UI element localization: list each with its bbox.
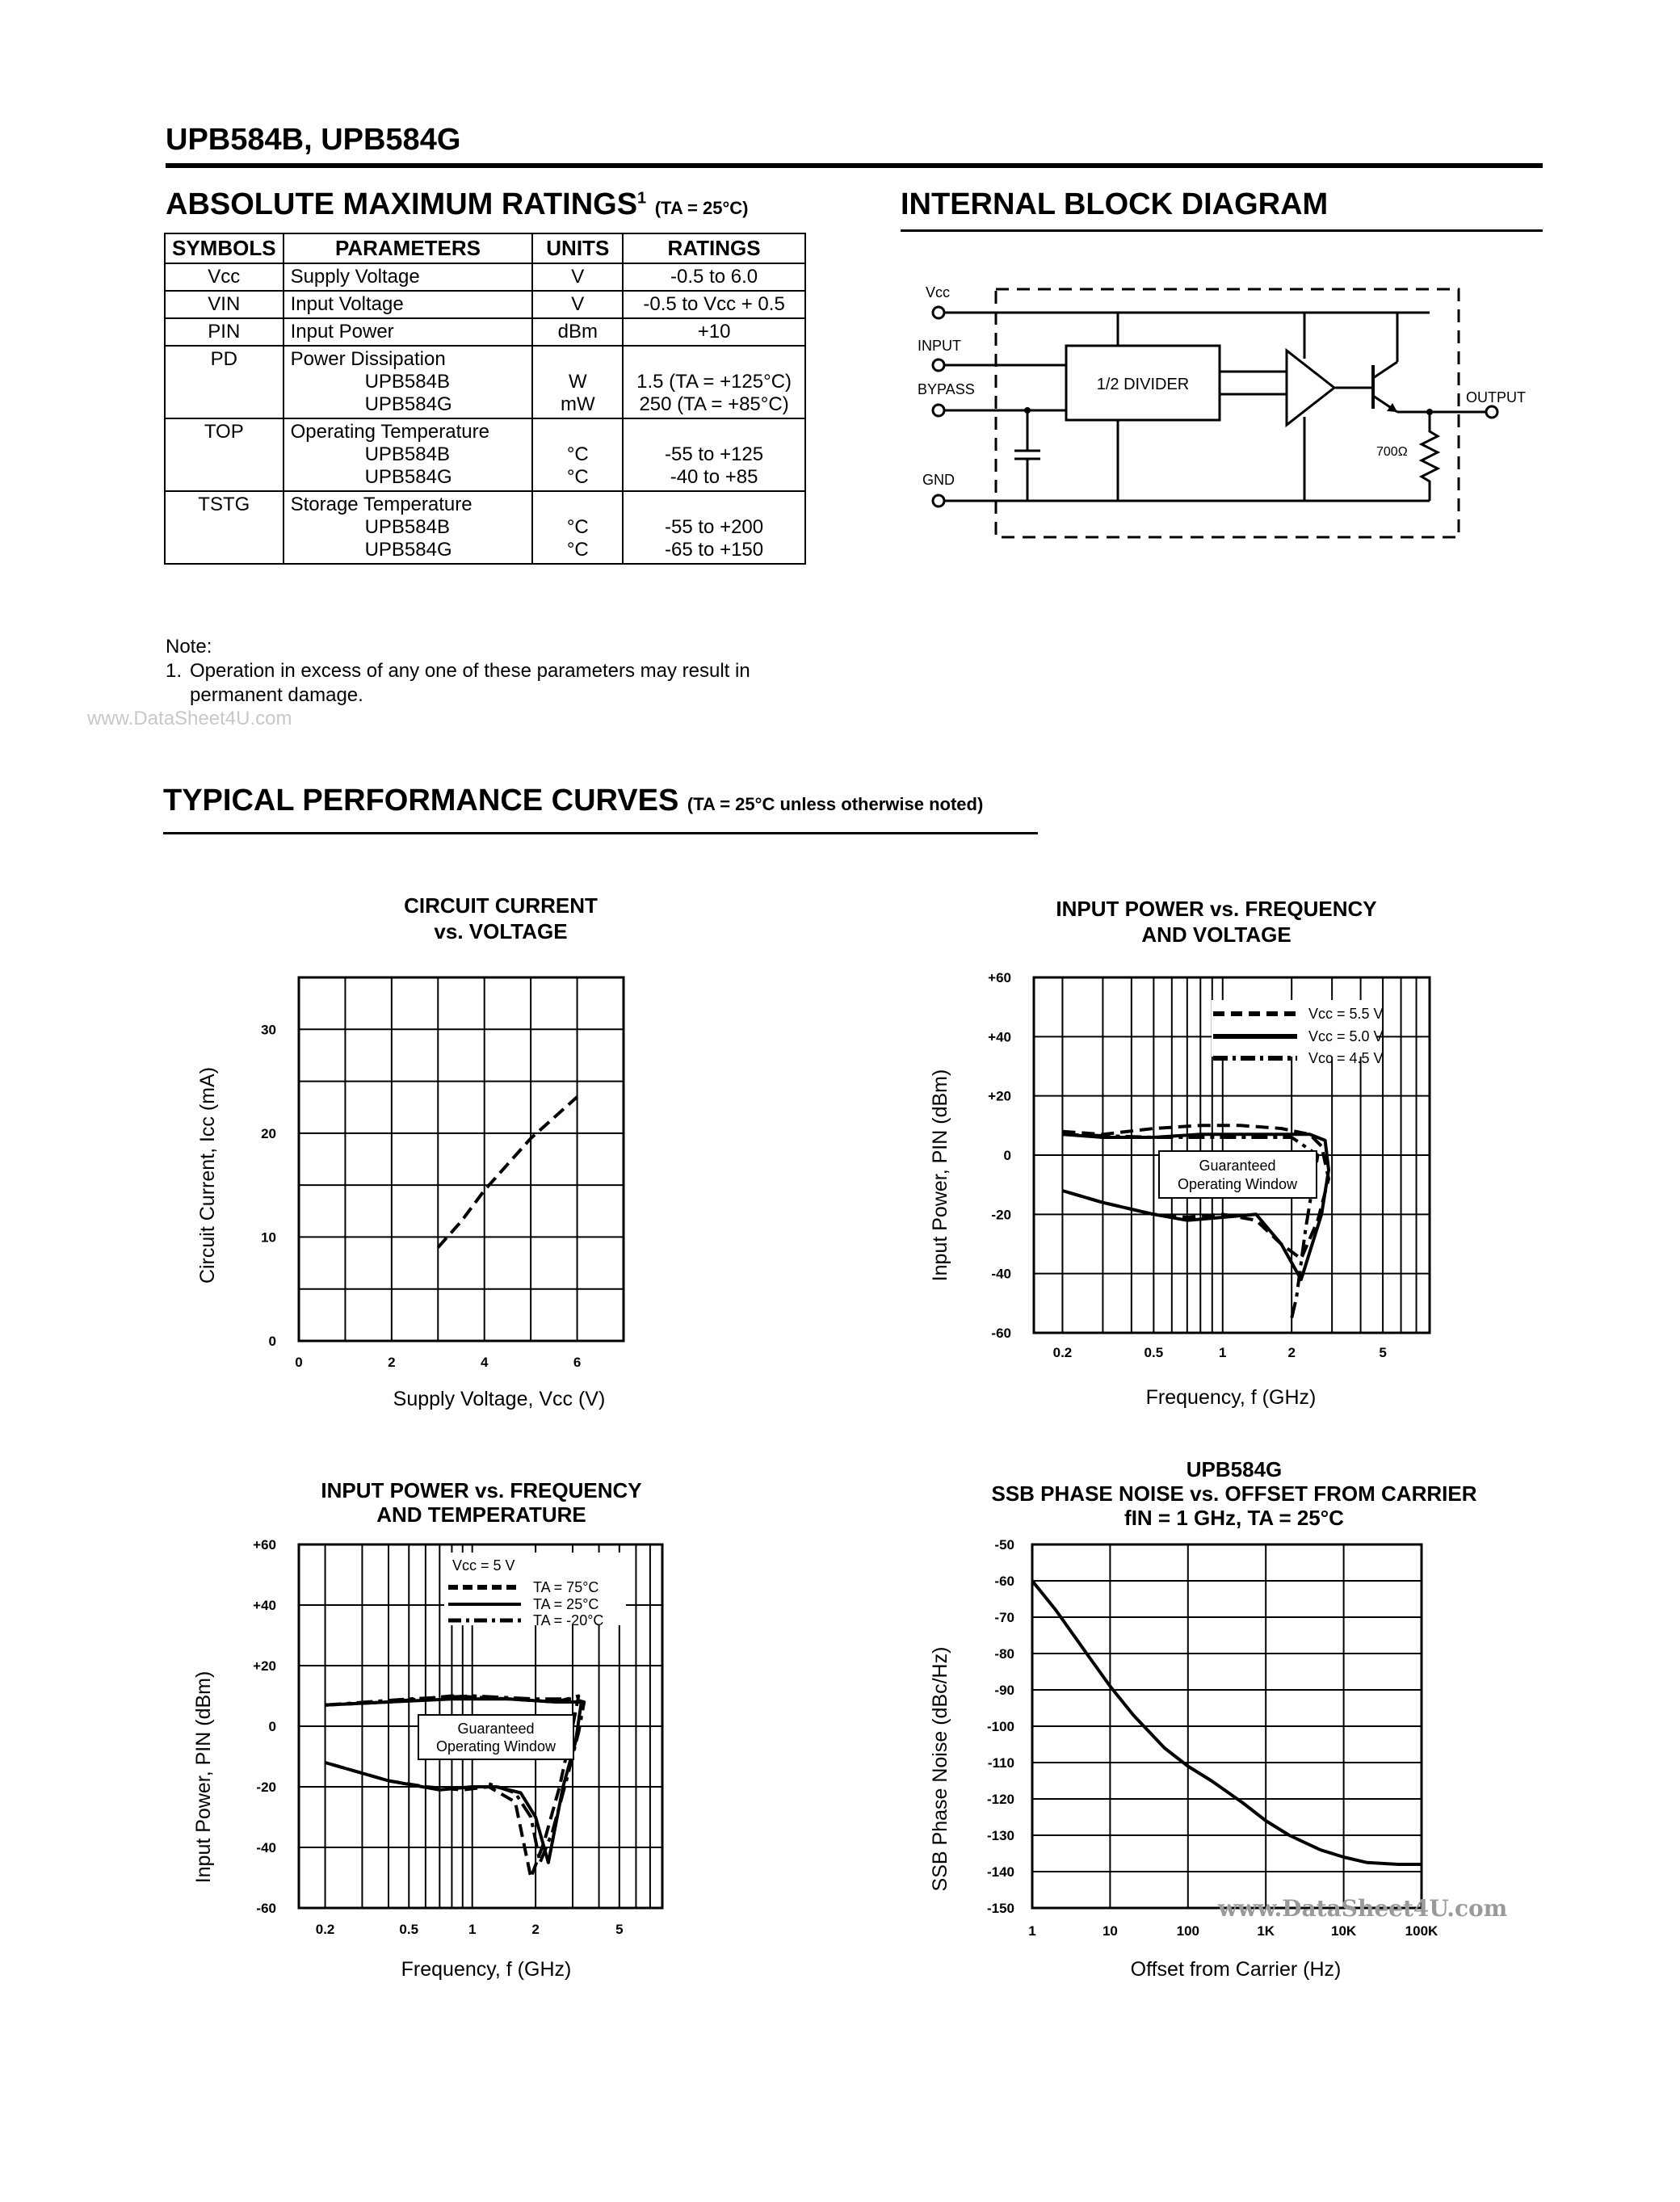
annotation-line: Operating Window — [1177, 1176, 1298, 1192]
x-tick-label: 2 — [531, 1922, 540, 1937]
x-tick-label: 4 — [480, 1355, 489, 1370]
symbol-cell: TOP — [165, 418, 284, 491]
resistor-700-ohm — [1422, 412, 1438, 501]
y-axis-label: Input Power, PIN (dBm) — [192, 1670, 215, 1884]
rating-cell — [623, 418, 805, 491]
plot-grid — [1032, 1544, 1422, 1908]
series-group — [438, 1097, 577, 1247]
y-tick-label: +60 — [988, 970, 1011, 985]
symbol-cell: TSTG — [165, 491, 284, 564]
vcc-pin — [933, 307, 944, 318]
y-tick-label: +20 — [253, 1658, 276, 1674]
block-diagram-rule — [901, 229, 1543, 232]
y-tick-label: -90 — [994, 1683, 1014, 1698]
chart-input-power-voltage — [921, 889, 1518, 1422]
chart-title: INPUT POWER vs. FREQUENCY — [1056, 897, 1377, 921]
legend-label: TA = -20°C — [533, 1612, 604, 1628]
chart-title: AND VOLTAGE — [1141, 922, 1292, 947]
units-value: mW — [560, 393, 595, 415]
y-axis-label: Circuit Current, Icc (mA) — [196, 1066, 219, 1284]
units-cell — [532, 491, 623, 564]
gnd-pin — [933, 495, 944, 506]
param-cell — [284, 418, 533, 491]
y-axis-label: Input Power, PIN (dBm) — [929, 1069, 951, 1282]
watermark: www.DataSheet4U.com — [1218, 1895, 1508, 1922]
chart-circuit-current — [178, 889, 743, 1422]
bypass-label: BYPASS — [918, 381, 975, 397]
amr-title: ABSOLUTE MAXIMUM RATINGS — [166, 187, 638, 221]
y-tick-label: -60 — [256, 1901, 276, 1916]
legend-header: Vcc = 5 V — [452, 1557, 515, 1574]
legend — [1212, 1000, 1384, 1066]
rating-value: -65 to +150 — [665, 539, 764, 561]
annotation-line: Operating Window — [435, 1738, 556, 1754]
table-row — [165, 318, 805, 346]
x-tick-label: 5 — [1379, 1345, 1387, 1360]
y-tick-label: -40 — [991, 1266, 1011, 1282]
rating-cell — [623, 491, 805, 564]
legend-label: Vcc = 5.0 V — [1308, 1028, 1384, 1044]
units-cell: dBm — [532, 318, 623, 346]
series-line-1 — [438, 1097, 577, 1247]
units-cell — [532, 346, 623, 418]
y-tick-label: -140 — [986, 1864, 1014, 1880]
x-tick-label: 10K — [1331, 1923, 1357, 1939]
series-line-1 — [1032, 1581, 1422, 1864]
y-tick-labels — [253, 1537, 276, 1916]
internal-block-diagram — [888, 267, 1526, 557]
units-value: °C — [566, 466, 589, 488]
curves-condition: (TA = 25°C unless otherwise noted) — [687, 794, 984, 814]
y-tick-label: 20 — [261, 1125, 276, 1141]
table-row — [165, 418, 805, 491]
x-tick-label: 1K — [1257, 1923, 1275, 1939]
chart-title: SSB PHASE NOISE vs. OFFSET FROM CARRIER — [991, 1481, 1477, 1506]
y-axis-label: SSB Phase Noise (dBc/Hz) — [929, 1646, 951, 1892]
plot-frame — [299, 977, 624, 1341]
y-tick-label: -70 — [994, 1610, 1014, 1625]
param-cell: Input Power — [284, 318, 533, 346]
x-tick-label: 2 — [388, 1355, 396, 1370]
y-tick-label: -130 — [986, 1828, 1014, 1843]
param-cell — [284, 346, 533, 418]
units-cell: V — [532, 263, 623, 291]
rating-value: 250 (TA = +85°C) — [639, 393, 789, 415]
output-label: OUTPUT — [1466, 389, 1526, 406]
x-tick-labels — [1028, 1923, 1438, 1939]
y-tick-label: -110 — [987, 1755, 1014, 1771]
param-name: Storage Temperature — [290, 494, 472, 515]
x-axis-label: Offset from Carrier (Hz) — [1130, 1958, 1342, 1981]
col-header-parameters: PARAMETERS — [284, 233, 533, 263]
chart-title: UPB584G — [1186, 1457, 1283, 1481]
x-tick-label: 0.2 — [1052, 1345, 1073, 1360]
param-cell: Input Voltage — [284, 291, 533, 318]
vcc-label: Vcc — [926, 284, 951, 300]
y-tick-label: -50 — [994, 1537, 1014, 1553]
units-value: °C — [566, 539, 589, 561]
y-tick-label: -40 — [256, 1840, 276, 1855]
rating-cell: -0.5 to Vcc + 0.5 — [623, 291, 805, 318]
param-cell — [284, 491, 533, 564]
x-axis-label: Frequency, f (GHz) — [401, 1958, 572, 1981]
col-header-units: UNITS — [532, 233, 623, 263]
divider-label: 1/2 DIVIDER — [1096, 376, 1190, 393]
units-cell: V — [532, 291, 623, 318]
block-diagram-title: INTERNAL BLOCK DIAGRAM — [901, 187, 1329, 221]
y-tick-label: -100 — [986, 1719, 1014, 1734]
watermark: www.DataSheet4U.com — [87, 708, 292, 729]
y-tick-label: +60 — [253, 1537, 276, 1553]
series-group — [1032, 1581, 1422, 1864]
y-tick-label: -150 — [986, 1901, 1014, 1916]
x-tick-label: 2 — [1287, 1345, 1296, 1360]
y-tick-labels — [261, 1022, 276, 1349]
x-tick-label: 0 — [295, 1355, 303, 1370]
param-name: Operating Temperature — [290, 421, 489, 443]
col-header-ratings: RATINGS — [623, 233, 805, 263]
param-variant: UPB584B — [364, 443, 450, 465]
param-variant: UPB584B — [364, 516, 450, 538]
x-tick-label: 0.5 — [1144, 1345, 1164, 1360]
y-tick-label: +20 — [988, 1088, 1011, 1104]
x-tick-label: 6 — [573, 1355, 582, 1370]
x-tick-label: 100K — [1405, 1923, 1438, 1939]
y-tick-label: -80 — [994, 1646, 1014, 1662]
curves-rule — [163, 832, 1038, 834]
amr-heading — [166, 187, 749, 222]
x-tick-label: 1 — [1028, 1923, 1036, 1939]
table-row — [165, 263, 805, 291]
amr-condition: (TA = 25°C) — [654, 198, 749, 218]
param-name: Power Dissipation — [290, 348, 446, 370]
x-tick-label: 5 — [615, 1922, 624, 1937]
symbol-cell: PD — [165, 346, 284, 418]
units-cell — [532, 418, 623, 491]
rating-cell — [623, 346, 805, 418]
transistor-collector — [1373, 362, 1397, 378]
annotation-line: Guaranteed — [1199, 1158, 1276, 1174]
param-variant: UPB584B — [364, 371, 450, 393]
chart-title: AND TEMPERATURE — [376, 1502, 586, 1527]
symbol-cell: PIN — [165, 318, 284, 346]
x-tick-label: 1 — [1219, 1345, 1227, 1360]
amr-footnote-mark: 1 — [637, 189, 647, 208]
chart-title: INPUT POWER vs. FREQUENCY — [321, 1478, 642, 1502]
units-value: W — [568, 371, 587, 393]
input-label: INPUT — [918, 338, 961, 354]
param-cell: Supply Voltage — [284, 263, 533, 291]
table-row — [165, 291, 805, 318]
param-variant: UPB584G — [364, 393, 452, 415]
y-tick-label: 10 — [261, 1229, 276, 1246]
bypass-pin — [933, 405, 944, 416]
plot-grid — [299, 977, 624, 1341]
x-tick-label: 1 — [468, 1922, 477, 1937]
y-tick-labels — [988, 970, 1011, 1341]
x-axis-label: Frequency, f (GHz) — [1145, 1386, 1317, 1409]
rating-value: 1.5 (TA = +125°C) — [636, 371, 792, 393]
emitter-arrow — [1387, 403, 1397, 412]
amplifier-symbol — [1287, 351, 1334, 425]
curves-heading — [163, 784, 983, 818]
x-tick-labels — [316, 1922, 624, 1937]
chart-title: fIN = 1 GHz, TA = 25°C — [1124, 1506, 1344, 1530]
amr-note — [166, 635, 828, 708]
x-tick-labels — [295, 1355, 581, 1370]
param-variant: UPB584G — [364, 466, 452, 488]
gnd-label: GND — [922, 472, 955, 488]
y-tick-label: 0 — [268, 1334, 276, 1349]
output-pin — [1486, 406, 1497, 418]
legend — [444, 1553, 626, 1628]
x-tick-labels — [1053, 1345, 1387, 1360]
y-tick-label: -60 — [991, 1326, 1011, 1341]
symbol-cell: VIN — [165, 291, 284, 318]
amr-header-row — [165, 233, 805, 263]
x-tick-label: 0.2 — [315, 1922, 335, 1937]
legend-label: Vcc = 5.5 V — [1308, 1006, 1384, 1022]
chart-title: vs. VOLTAGE — [434, 919, 568, 943]
chart-input-power-temperature — [178, 1470, 743, 2003]
legend-label: TA = 75°C — [533, 1579, 599, 1595]
rating-cell: -0.5 to 6.0 — [623, 263, 805, 291]
y-tick-label: -120 — [986, 1792, 1014, 1807]
y-tick-label: +40 — [253, 1598, 276, 1613]
amr-table — [164, 233, 806, 565]
col-header-symbols: SYMBOLS — [165, 233, 284, 263]
x-axis-label: Supply Voltage, Vcc (V) — [393, 1388, 606, 1410]
units-value: °C — [566, 516, 589, 538]
document-title: UPB584B, UPB584G — [166, 123, 461, 157]
y-tick-label: 0 — [1003, 1148, 1011, 1163]
y-tick-labels — [987, 1537, 1014, 1916]
legend-label: TA = 25°C — [533, 1596, 599, 1612]
header-rule — [166, 163, 1543, 168]
operating-window-annotation — [1159, 1151, 1317, 1198]
y-tick-label: -60 — [994, 1574, 1014, 1589]
y-tick-label: -20 — [991, 1207, 1011, 1223]
y-tick-label: -20 — [256, 1780, 276, 1795]
y-tick-label: 30 — [261, 1022, 276, 1038]
note-number: 1. — [166, 660, 183, 682]
annotation-line: Guaranteed — [457, 1721, 535, 1737]
chart-title: CIRCUIT CURRENT — [404, 893, 598, 918]
curves-title: TYPICAL PERFORMANCE CURVES — [163, 784, 679, 817]
operating-window-annotation — [418, 1715, 573, 1759]
note-label: Note: — [166, 636, 212, 658]
table-row — [165, 491, 805, 564]
units-value: °C — [566, 443, 589, 465]
x-tick-label: 0.5 — [399, 1922, 419, 1937]
table-row — [165, 346, 805, 418]
rating-value: -40 to +85 — [670, 466, 758, 488]
x-tick-label: 10 — [1102, 1923, 1118, 1939]
rating-cell: +10 — [623, 318, 805, 346]
x-tick-label: 100 — [1176, 1923, 1199, 1939]
y-tick-label: 0 — [268, 1719, 276, 1734]
param-variant: UPB584G — [364, 539, 452, 561]
symbol-cell: Vcc — [165, 263, 284, 291]
note-text: Operation in excess of any one of these parameters may result in permanent damage. — [190, 660, 750, 706]
rating-value: -55 to +200 — [665, 516, 764, 538]
resistor-label: 700Ω — [1376, 445, 1408, 459]
y-tick-label: +40 — [988, 1029, 1011, 1045]
input-pin — [933, 359, 944, 371]
legend-label: Vcc = 4.5 V — [1308, 1050, 1384, 1066]
rating-value: -55 to +125 — [665, 443, 764, 465]
